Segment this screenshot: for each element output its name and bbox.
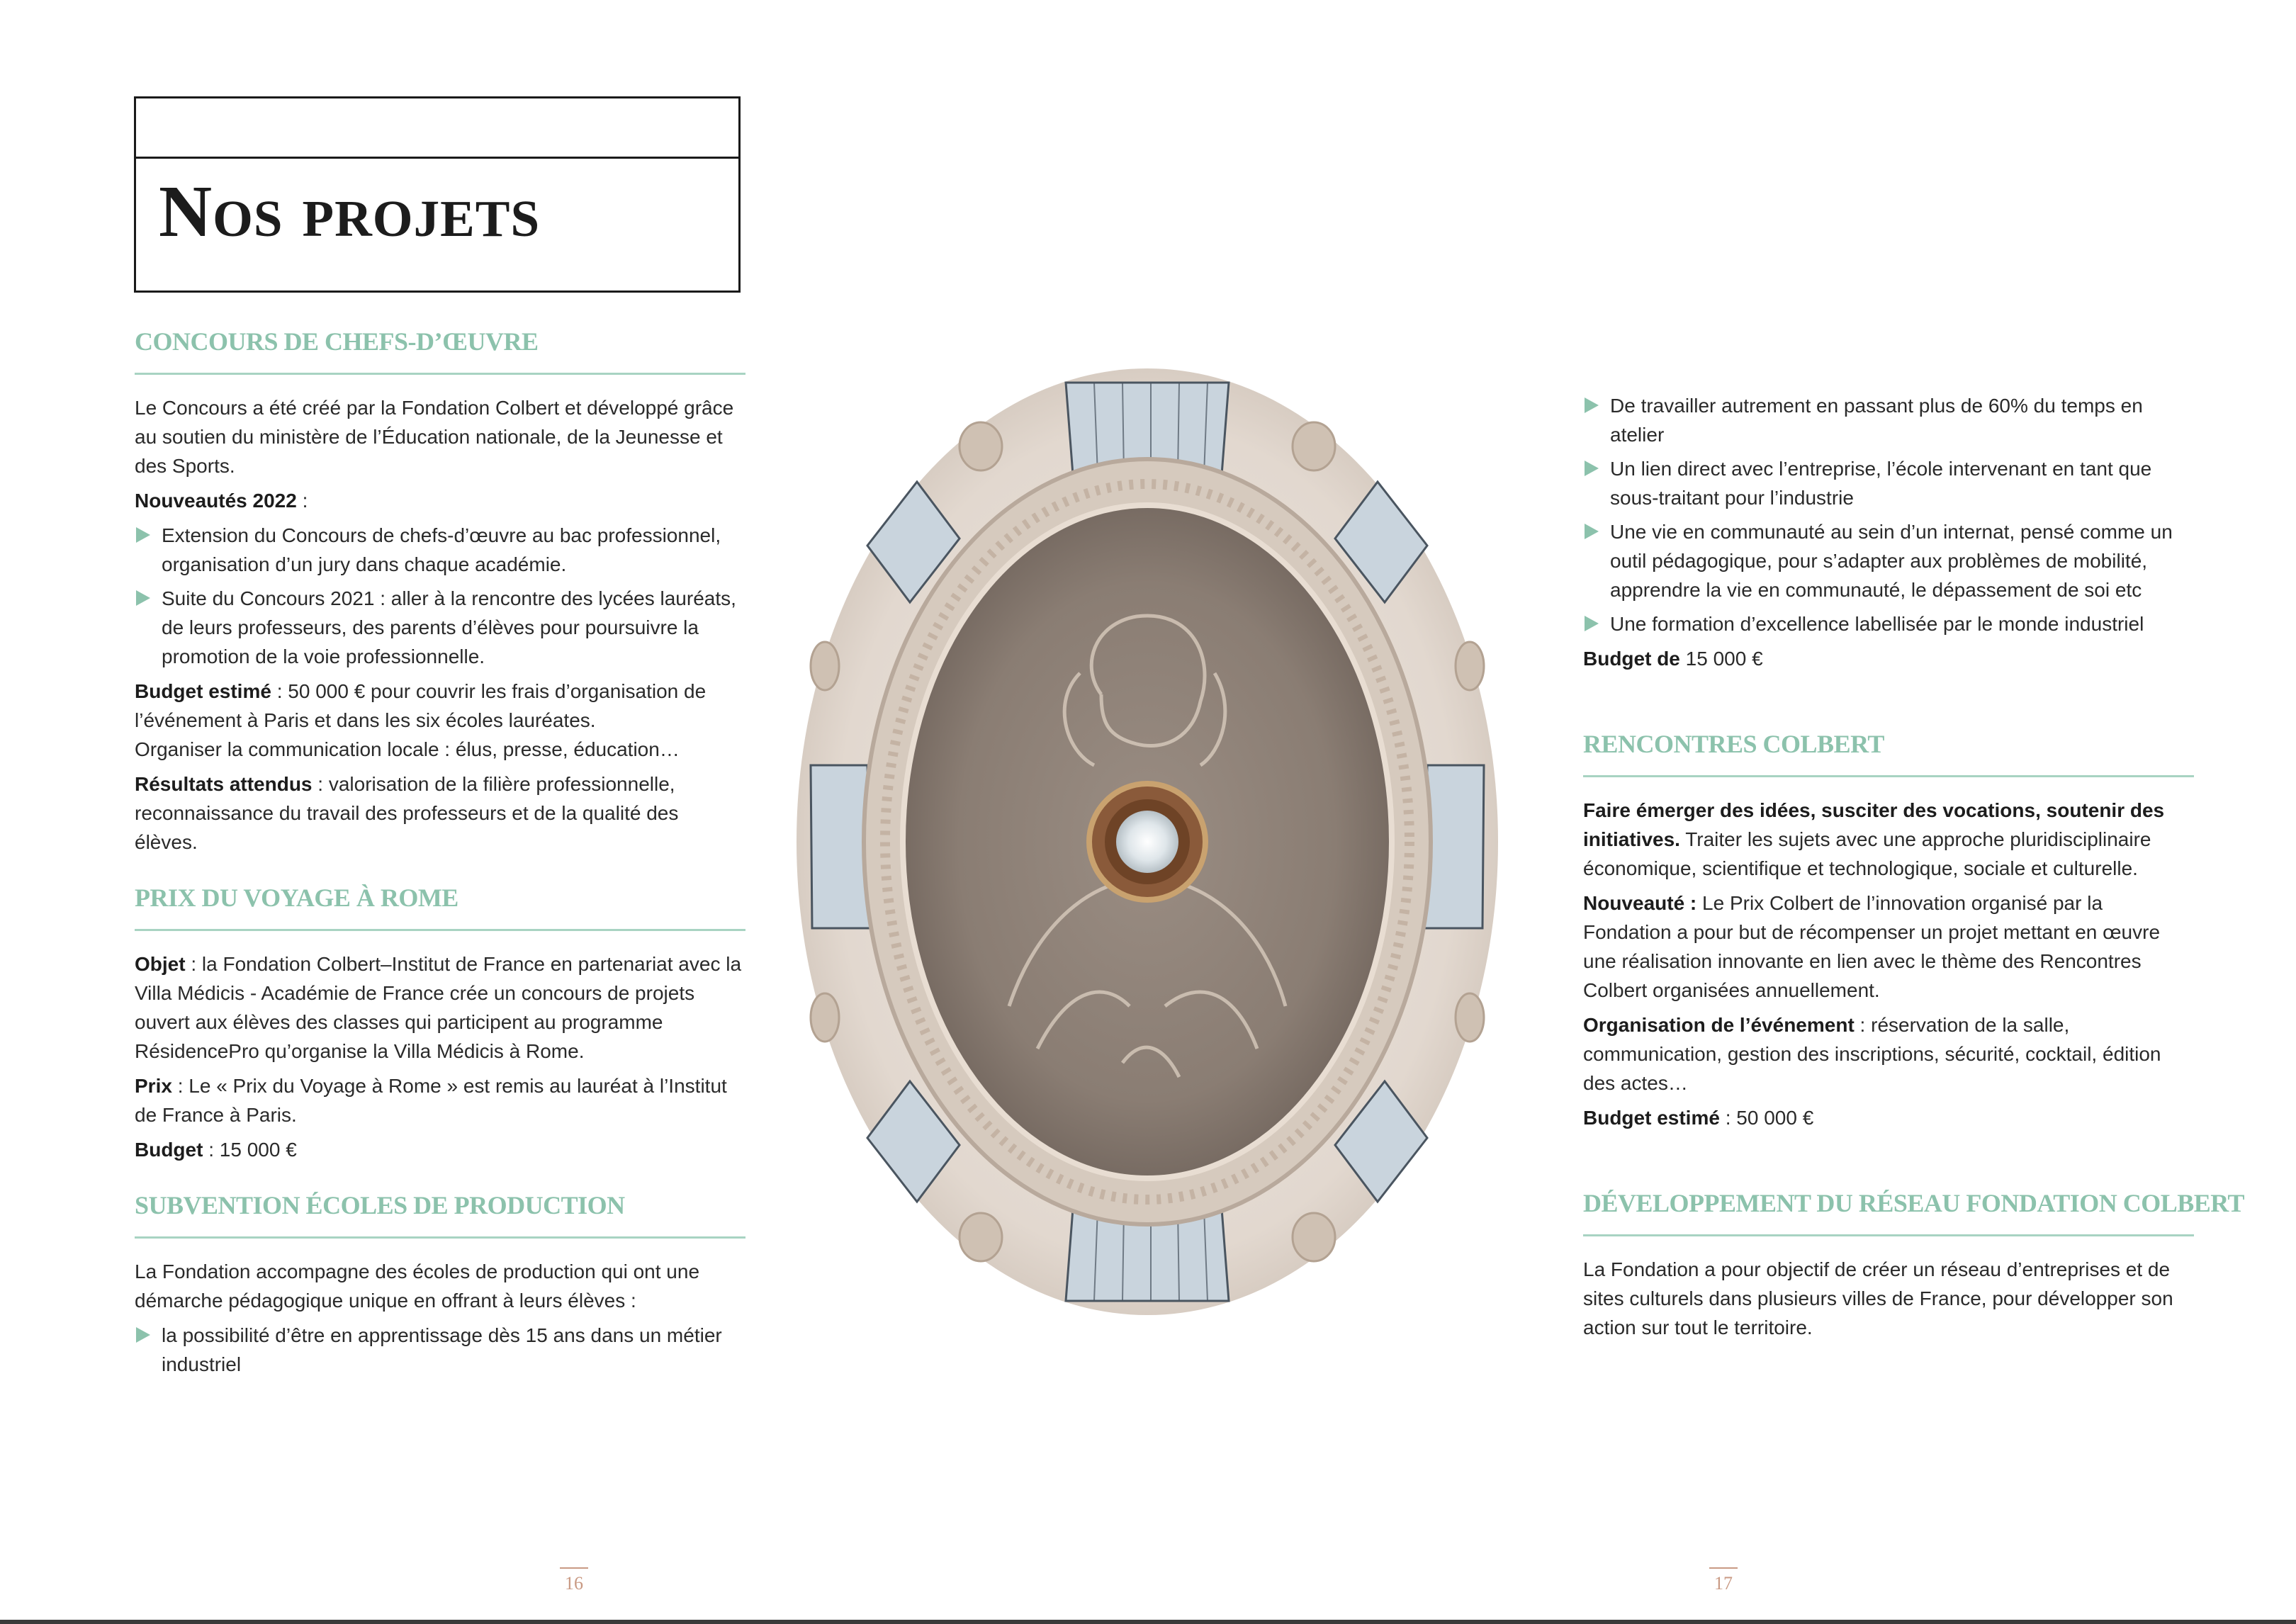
lead-text: Traiter les sujets avec une approche pluridisciplinaire économique, scientifique et technologique, sociale et culturelle.: [1583, 828, 2151, 879]
budget-text: : 50 000 € pour couvrir les frais d’organisation de l’événement à Paris et dans les six écoles lauréates.: [135, 680, 707, 731]
list-item: [1583, 454, 2194, 512]
list-item: [1583, 391, 2194, 449]
list-item-text: Une vie en communauté au sein d’un internat, pensé comme un outil pédagogique, pour s’adapter aux problèmes de mobilité, apprendre la vie en communauté, le dépassement de soi etc: [1610, 521, 2173, 601]
rencontres-lead: [1583, 796, 2194, 883]
list-item-text: De travailler autrement en passant plus de 60% du temps en atelier: [1610, 395, 2143, 446]
list-item: [135, 521, 745, 579]
subvention-bullet-list: [135, 1321, 745, 1379]
budget-label: Budget estimé: [135, 680, 271, 702]
resultats-text: : valorisation de la filière professionnelle, reconnaissance du travail des professeurs et de la qualité des élèves.: [135, 773, 679, 853]
section-heading-subvention: SUBVENTION ÉCOLES DE PRODUCTION: [135, 1188, 745, 1239]
resultats-label: Résultats attendus: [135, 773, 313, 795]
list-item: [1583, 609, 2194, 638]
subvention-bullet-list-continued: [1583, 391, 2194, 638]
rencontres-organisation: [1583, 1010, 2194, 1098]
list-item-text: Une formation d’excellence labellisée par le monde industriel: [1610, 613, 2144, 635]
concours-bullet-list: [135, 521, 745, 671]
organisation-label: Organisation de l’événement: [1583, 1014, 1855, 1036]
section-rencontres: [1583, 727, 2194, 1132]
section-heading-concours: CONCOURS DE CHEFS-D’ŒUVRE: [135, 325, 745, 375]
section-prix-rome: [135, 881, 745, 1164]
concours-intro: Le Concours a été créé par la Fondation Colbert et développé grâce au soutien du ministère de l’Éducation nationale, de la Jeunesse et des Sports.: [135, 397, 734, 477]
organisation-text: : réservation de la salle, communication, gestion des inscriptions, sécurité, cocktail, édition des actes…: [1583, 1014, 2161, 1094]
title-box: [134, 96, 741, 293]
title-box-divider: [136, 157, 738, 159]
section-heading-rencontres: RENCONTRES COLBERT: [1583, 727, 2194, 777]
triangle-bullet-icon: [1585, 616, 1599, 631]
lead-bold: Faire émerger des idées, susciter des vocations, soutenir des initiatives.: [1583, 799, 2165, 850]
prix-rome-objet: [135, 949, 745, 1066]
concours-resultats: [135, 769, 745, 857]
triangle-bullet-icon: [1585, 461, 1599, 476]
budget-label: Budget estimé: [1583, 1107, 1720, 1129]
page-number-right: 17: [1709, 1567, 1738, 1594]
section-heading-prix-rome: PRIX DU VOYAGE À ROME: [135, 881, 745, 931]
dome-ceiling-photo-icon: [797, 368, 1498, 1315]
budget-text: 15 000 €: [1679, 648, 1763, 670]
page-title: Nos projets: [159, 171, 541, 252]
section-concours: [135, 325, 745, 857]
budget-label: Budget de: [1583, 648, 1680, 670]
section-subvention-continued: [1583, 391, 2194, 673]
right-column: [1583, 391, 2245, 1366]
list-item-text: Extension du Concours de chefs-d’œuvre au bac professionnel, organisation d’un jury dans chaque académie.: [162, 524, 721, 575]
prix-text: : Le « Prix du Voyage à Rome » est remis au lauréat à l’Institut de France à Paris.: [135, 1075, 727, 1126]
section-subvention: [135, 1188, 745, 1379]
page-number-left: 16: [560, 1567, 588, 1594]
prix-label: Prix: [135, 1075, 172, 1097]
concours-nouveautes: [135, 486, 745, 515]
nouveaute-label: Nouveauté :: [1583, 892, 1697, 914]
dome-ceiling-image: [797, 368, 1498, 1315]
nouveautes-suffix: :: [296, 490, 308, 512]
nouveaute-text: Le Prix Colbert de l’innovation organisé par la Fondation a pour but de récompenser un projet mettant en œuvre une réalisation innovante en lien avec le thème des Rencontres Colbert organisées annuellement.: [1583, 892, 2161, 1001]
subvention-intro: La Fondation accompagne des écoles de production qui ont une démarche pédagogique unique en offrant à leurs élèves :: [135, 1261, 700, 1312]
list-item-text: Un lien direct avec l’entreprise, l’école intervenant en tant que sous-traitant pour l’industrie: [1610, 458, 2152, 509]
nouveautes-label: Nouveautés 2022: [135, 490, 297, 512]
budget-text: : 50 000 €: [1719, 1107, 1814, 1129]
rencontres-budget: [1583, 1103, 2194, 1132]
section-reseau: [1583, 1186, 2245, 1342]
triangle-bullet-icon: [1585, 524, 1599, 539]
budget-text: : 15 000 €: [203, 1139, 297, 1161]
list-item: [135, 584, 745, 671]
list-item-text: la possibilité d’être en apprentissage dès 15 ans dans un métier industriel: [162, 1324, 722, 1375]
objet-label: Objet: [135, 953, 186, 975]
triangle-bullet-icon: [136, 527, 150, 543]
list-item-text: Suite du Concours 2021 : aller à la rencontre des lycées lauréats, de leurs professeurs, des parents d’élèves pour poursuivre la promotion de la voie professionnelle.: [162, 587, 736, 667]
concours-budget: [135, 677, 745, 764]
budget-label: Budget: [135, 1139, 203, 1161]
rencontres-nouveaute: [1583, 889, 2194, 1005]
objet-text: : la Fondation Colbert–Institut de France en partenariat avec la Villa Médicis - Académie de France crée un concours de projets ouvert aux élèves des classes qui participent au programme RésidencePro qu’organise la Villa Médicis à Rome.: [135, 953, 742, 1062]
prix-rome-budget: [135, 1135, 745, 1164]
list-item: [1583, 517, 2194, 604]
triangle-bullet-icon: [1585, 397, 1599, 413]
subvention-budget: [1583, 644, 2194, 673]
list-item: [135, 1321, 745, 1379]
triangle-bullet-icon: [136, 1327, 150, 1343]
section-heading-reseau: DÉVELOPPEMENT DU RÉSEAU FONDATION COLBERT: [1583, 1186, 2194, 1236]
bottom-edge: [0, 1620, 2296, 1624]
left-column: [135, 325, 745, 1403]
communication-text: Organiser la communication locale : élus, presse, éducation…: [135, 738, 680, 760]
prix-rome-prix: [135, 1071, 745, 1129]
reseau-text: La Fondation a pour objectif de créer un réseau d’entreprises et de sites culturels dans plusieurs villes de France, pour développer son action sur tout le territoire.: [1583, 1258, 2173, 1338]
triangle-bullet-icon: [136, 590, 150, 606]
